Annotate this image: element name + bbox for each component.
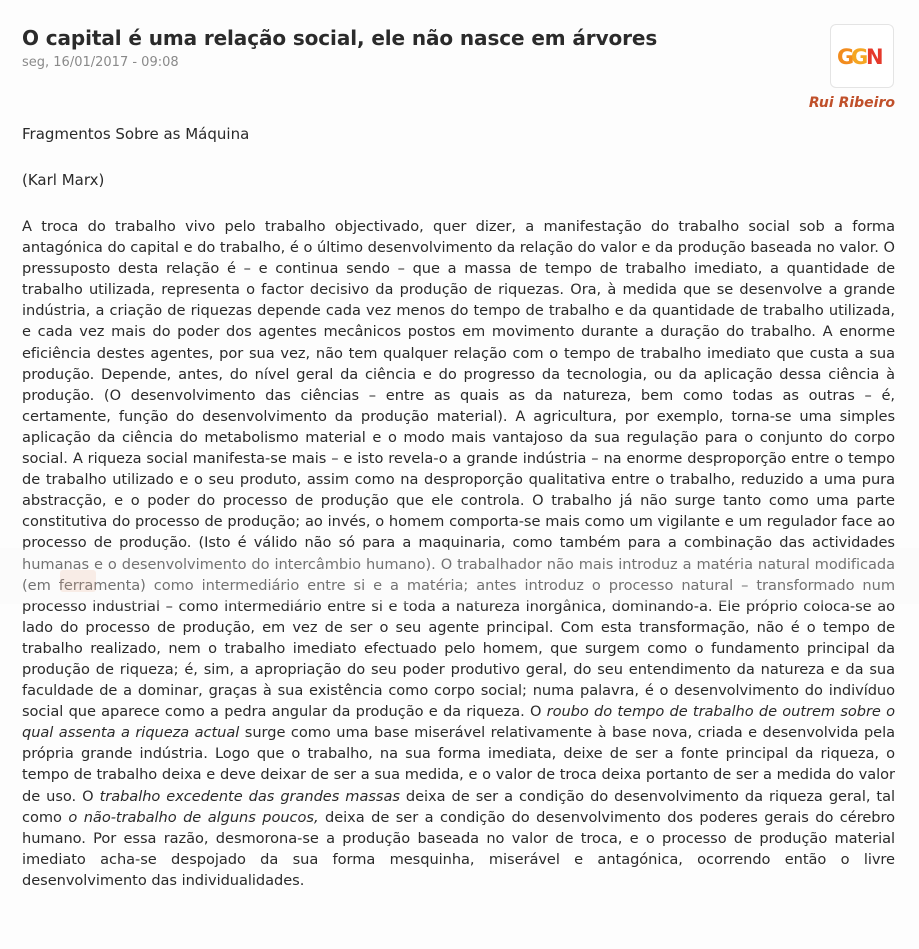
- faded-overlay-mark: [60, 570, 96, 592]
- article-attribution: (Karl Marx): [22, 171, 105, 189]
- body-emphasis: roubo do tempo de trabalho de outrem sobre o qual assenta a riqueza actual: [22, 703, 895, 742]
- article-subtitle: Fragmentos Sobre as Máquina: [22, 125, 250, 143]
- svg-text:G: G: [837, 45, 852, 69]
- svg-text:G: G: [851, 45, 866, 69]
- article-title: O capital é uma relação social, ele não nasce em árvores: [22, 26, 658, 50]
- body-emphasis: trabalho excedente das grandes massas: [99, 787, 400, 805]
- article-content: [22, 124, 895, 891]
- body-text-segment: deixa de ser a condição do desenvolvimento dos poderes gerais do cérebro humano. Por essa razão, desmorona-se a produção baseada no valor de troca, e o processo de produção material imediato acha-se despojado da sua forma mesquinha, miserável e antagónica, ocorrendo então o livre desenvolvimento das individualidades.: [22, 808, 895, 889]
- body-emphasis: o não-trabalho de alguns poucos,: [68, 808, 319, 826]
- ggn-logo-icon: [837, 42, 887, 70]
- body-text-segment: surge como uma base miserável relativamente à base nova, criada e desenvolvida pela própria grande indústria. Logo que o trabalho, na sua forma imediata, deixe de ser a fonte principal da riqueza, o tempo de trabalho deixa e deve deixar de ser a sua medida, e o valor de troca deixa portanto de ser a medida do valor de uso. O: [22, 724, 896, 805]
- body-text-segment: deixa de ser a condição do desenvolvimento da riqueza geral, tal como: [22, 787, 895, 826]
- ggn-logo[interactable]: [830, 24, 894, 88]
- article-author[interactable]: Rui Ribeiro: [808, 95, 895, 111]
- article-date: seg, 16/01/2017 - 09:08: [22, 55, 179, 70]
- svg-text:N: N: [866, 45, 884, 69]
- article-header: [22, 26, 802, 71]
- body-text-segment: A troca do trabalho vivo pelo trabalho objectivado, quer dizer, a manifestação do trabalho social sob a forma antagónica do capital e do trabalho, é o último desenvolvimento da relação do valor e da produção baseada no valor. O pressuposto desta relação é – e continua sendo – que a massa de tempo de trabalho imediato, a quantidade de trabalho utilizada, representa o factor decisivo da produção de riquezas. Ora, à medida que se desenvolve a grande indústria, a criação de riquezas depende cada vez menos do tempo de trabalho e da quantidade de trabalho utilizada, e cada vez mais do poder dos agentes mecânicos postos em movimento durante a duração do trabalho. A enorme eficiência destes agentes, por sua vez, não tem qualquer relação com o tempo de trabalho imediato que custa a sua produção. Depende, antes, do nível geral da ciência e do progresso da tecnologia, ou da aplicação dessa ciência à produção. (O desenvolvimento das ciências – entre as quais as da natureza, bem como todas as outras – é, certamente, função do desenvolvimento da produção material). A agricultura, por exemplo, torna-se uma simples aplicação da ciência do metabolismo material e o modo mais vantajoso da sua regulação para o conjunto do corpo social. A riqueza social manifesta-se mais – e isto revela-o a grande indústria – na enorme desproporção entre o tempo de trabalho utilizado e o seu produto, assim como na desproporção qualitativa entre o trabalho, reduzido a uma pura abstracção, e o poder do processo de produção que ele controla. O trabalho já não surge tanto como uma parte constitutiva do processo de produção; ao invés, o homem comporta-se mais como um vigilante e um regulador face ao processo de produção. (Isto é válido não só para a maquinaria, como também para a combinação das actividades humanas e o desenvolvimento do intercâmbio humano). O trabalhador não mais introduz a matéria natural modificada (em ferramenta) como intermediário entre si e a matéria; antes introduz o processo natural – transformado num processo industrial – como intermediário entre si e toda a natureza inorgânica, dominando-a. Ele próprio coloca-se ao lado do processo de produção, em vez de ser o seu agente principal. Com esta transformação, não é o tempo de trabalho realizado, nem o trabalho imediato efectuado pelo homem, que surgem como o fundamento principal da produção de riqueza; é, sim, a apropriação do seu poder produtivo geral, do seu entendimento da natureza e da sua faculdade de a dominar, graças à sua existência como corpo social; numa palavra, é o desenvolvimento do indivíduo social que aparece como a pedra angular da produção e da riqueza. O: [22, 218, 895, 721]
- article-body-paragraph: [22, 216, 895, 891]
